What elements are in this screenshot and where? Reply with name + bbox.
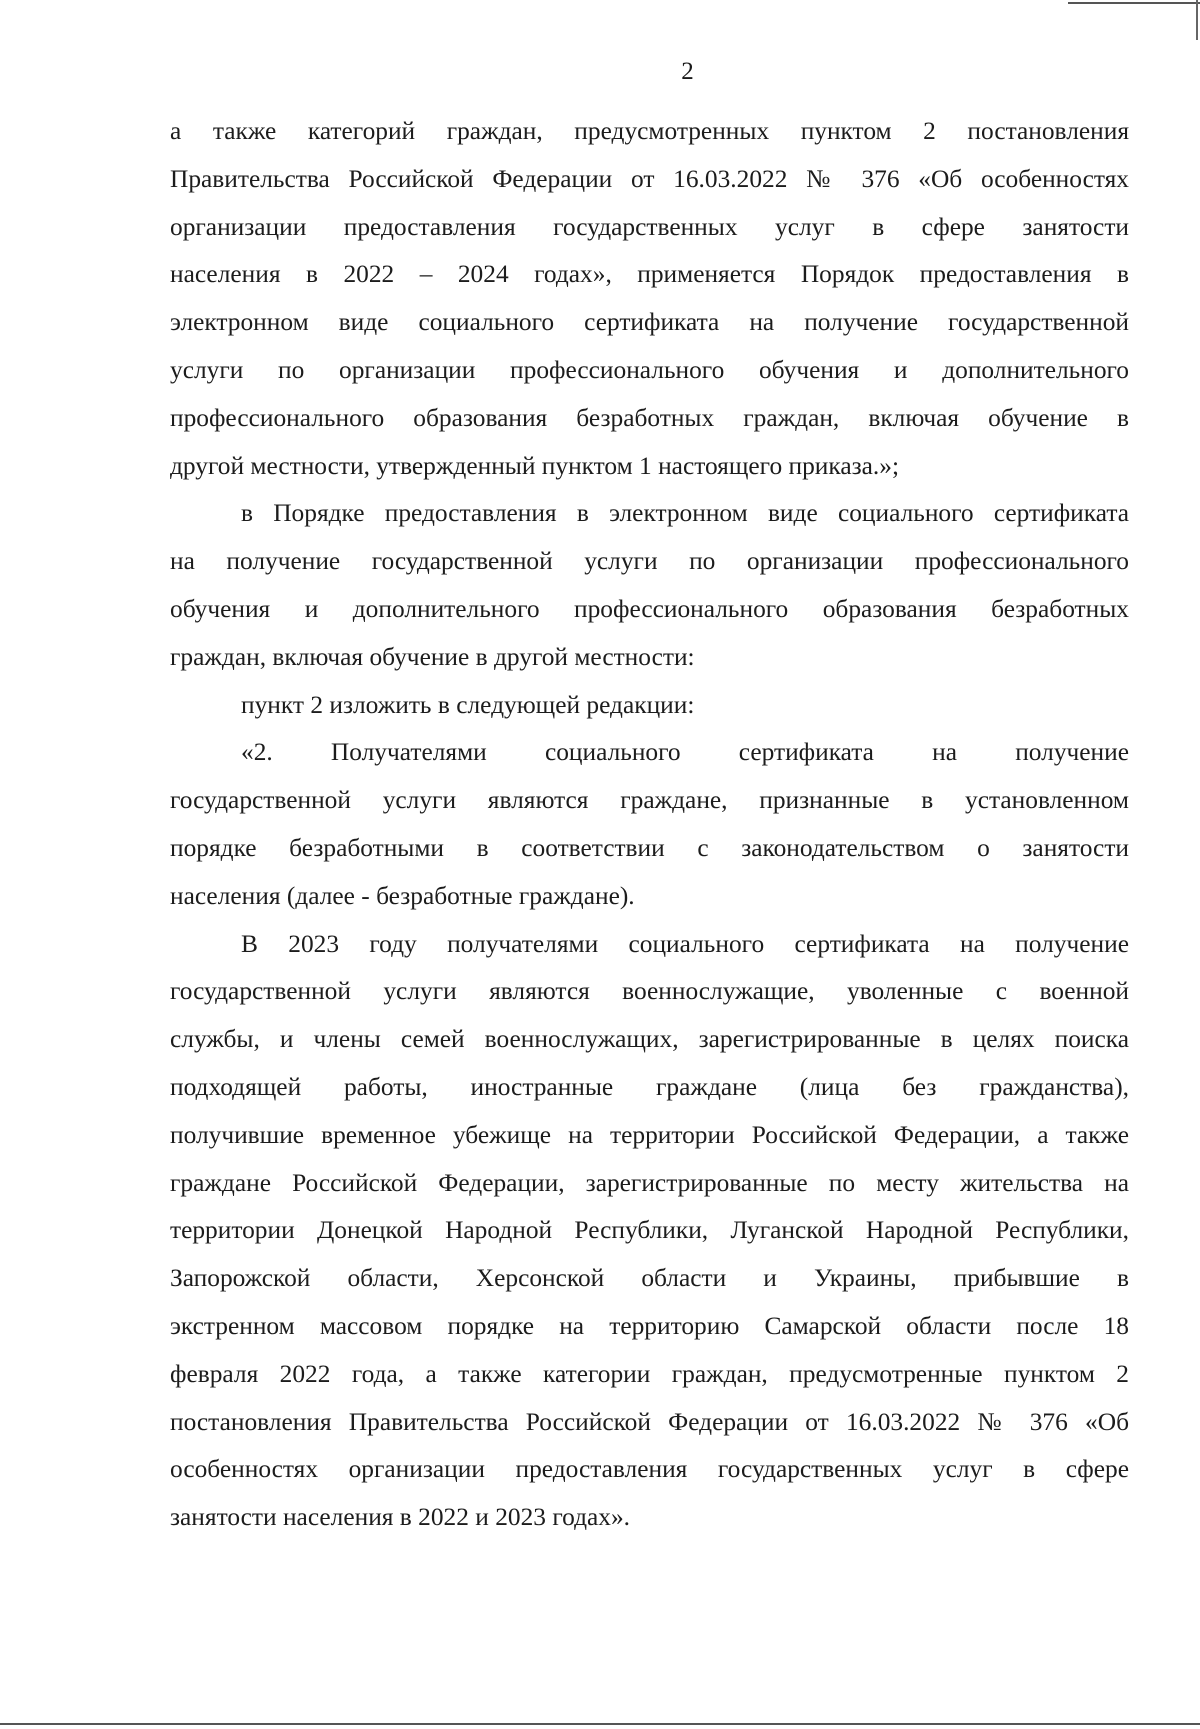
text-line: профессионального образования безработных граждан, включая обучение в xyxy=(170,403,1129,432)
text-line: населения (далее - безработные граждане). xyxy=(170,881,635,910)
text-line: Запорожской области, Херсонской области и Украины, прибывшие в xyxy=(170,1264,1129,1293)
text-line: службы, и члены семей военнослужащих, зарегистрированные в целях поиска xyxy=(170,1025,1129,1054)
text-line: а также категорий граждан, предусмотренных пунктом 2 постановления xyxy=(170,117,1129,145)
text-line: подходящей работы, иностранные граждане (лица без гражданства), xyxy=(170,1072,1129,1101)
text-line: пункт 2 изложить в следующей редакции: xyxy=(241,690,695,719)
text-line: населения в 2022 – 2024 годах», применяется Порядок предоставления в xyxy=(170,260,1129,289)
paragraph xyxy=(170,682,1129,730)
text-line: экстренном массовом порядке на территорию Самарской области после 18 xyxy=(170,1311,1129,1340)
text-line: государственной услуги являются граждане, признанные в установленном xyxy=(170,786,1129,815)
text-line: занятости населения в 2022 и 2023 годах». xyxy=(170,1503,631,1532)
paragraph xyxy=(170,490,1129,681)
text-line: на получение государственной услуги по организации профессионального xyxy=(170,547,1129,576)
text-line: электронном виде социального сертификата на получение государственной xyxy=(170,308,1129,337)
text-line: обучения и дополнительного профессионального образования безработных xyxy=(170,594,1129,623)
paragraph xyxy=(170,729,1129,920)
scan-edge-line-bottom xyxy=(0,1723,1200,1725)
paragraph xyxy=(170,108,1129,490)
text-line: территории Донецкой Народной Республики, Луганской Народной Республики, xyxy=(170,1216,1129,1245)
text-line: Правительства Российской Федерации от 16.03.2022 № 376 «Об особенностях xyxy=(170,164,1129,193)
text-line: организации предоставления государственных услуг в сфере занятости xyxy=(170,212,1129,241)
paragraph xyxy=(170,921,1129,1542)
text-line: постановления Правительства Российской Федерации от 16.03.2022 № 376 «Об xyxy=(170,1407,1129,1436)
scan-edge-line-top xyxy=(1068,2,1200,4)
page-number: 2 xyxy=(681,58,694,85)
text-line: февраля 2022 года, а также категории граждан, предусмотренные пунктом 2 xyxy=(170,1359,1129,1388)
text-line: государственной услуги являются военнослужащие, уволенные с военной xyxy=(170,977,1129,1006)
text-line: граждане Российской Федерации, зарегистрированные по месту жительства на xyxy=(170,1168,1129,1197)
text-line: другой местности, утвержденный пунктом 1 настоящего приказа.»; xyxy=(170,451,900,480)
text-line: в Порядке предоставления в электронном виде социального сертификата xyxy=(241,499,1129,528)
text-line: порядке безработными в соответствии с законодательством о занятости xyxy=(170,833,1129,862)
document-body xyxy=(170,108,1129,1542)
text-line: граждан, включая обучение в другой местности: xyxy=(170,642,695,671)
text-line: «2. Получателями социального сертификата на получение xyxy=(241,738,1129,767)
text-line: В 2023 году получателями социального сертификата на получение xyxy=(241,929,1129,958)
text-line: услуги по организации профессионального обучения и дополнительного xyxy=(170,355,1129,384)
scan-edge-line-right xyxy=(1196,0,1198,40)
text-line: получившие временное убежище на территории Российской Федерации, а также xyxy=(170,1120,1129,1149)
text-line: особенностях организации предоставления государственных услуг в сфере xyxy=(170,1455,1129,1484)
